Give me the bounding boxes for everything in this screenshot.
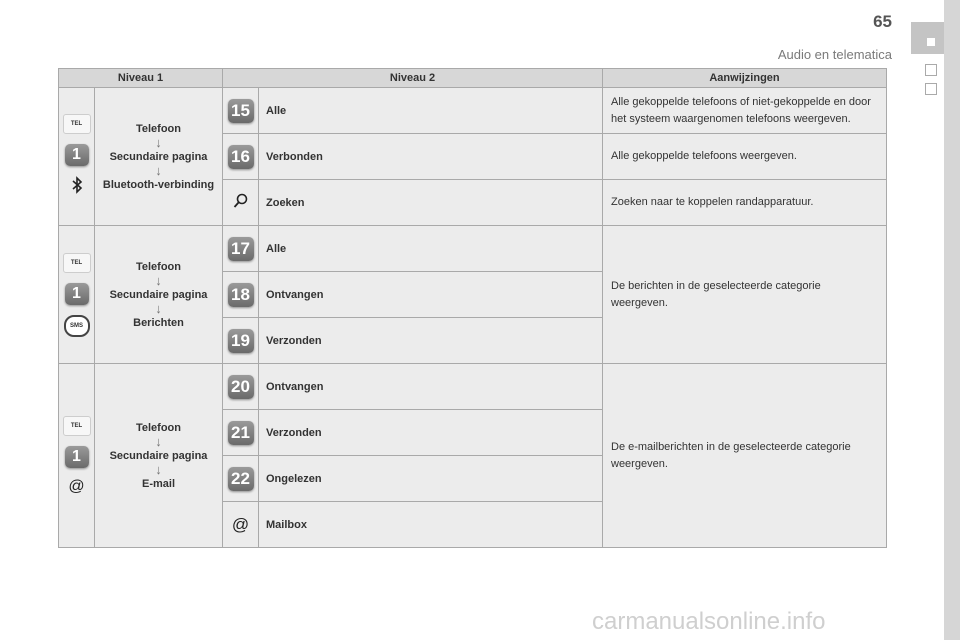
number-badge: 16 [228, 145, 254, 169]
option-label: Ontvangen [259, 272, 603, 318]
note-text: Zoeken naar te koppelen randapparatuur. [603, 180, 887, 226]
option-label: Ontvangen [259, 364, 603, 410]
table-row [59, 88, 887, 134]
option-label: Ongelezen [259, 456, 603, 502]
badge-cell [223, 318, 259, 364]
tel-icon: TEL [63, 416, 91, 436]
level1-icons [59, 364, 95, 548]
path-item: E-mail [141, 477, 175, 490]
sms-icon: SMS [64, 315, 90, 337]
number-badge: 21 [228, 421, 254, 445]
table-header-row [59, 69, 887, 88]
option-label: Alle [259, 88, 603, 134]
number-badge: 1 [65, 144, 89, 166]
badge-cell [223, 456, 259, 502]
option-label: Alle [259, 226, 603, 272]
badge-cell [223, 364, 259, 410]
level1-path [95, 88, 223, 226]
option-label: Zoeken [259, 180, 603, 226]
number-badge: 1 [65, 446, 89, 468]
menu-table [58, 68, 887, 548]
tel-icon: TEL [63, 114, 91, 134]
path-item: Telefoon [135, 260, 181, 273]
header-level2: Niveau 2 [223, 69, 603, 88]
number-badge: 15 [228, 99, 254, 123]
bluetooth-icon [71, 176, 83, 199]
side-bar [944, 0, 960, 640]
number-badge: 20 [228, 375, 254, 399]
note-text: De e-mailberichten in de geselecteerde categorie weergeven. [603, 364, 887, 548]
option-label: Mailbox [259, 502, 603, 548]
down-arrow-icon: ↓ [155, 134, 162, 150]
option-label: Verzonden [259, 410, 603, 456]
note-text: Alle gekoppelde telefoons of niet-gekoppelde en door het systeem waargenomen telefoons weergeven. [603, 88, 887, 134]
badge-cell [223, 272, 259, 318]
note-text: De berichten in de geselecteerde categorie weergeven. [603, 226, 887, 364]
badge-cell [223, 180, 259, 226]
badge-cell [223, 502, 259, 548]
section-title: Audio en telematica [777, 47, 892, 62]
page-number: 65 [873, 12, 892, 31]
path-item: Bluetooth-verbinding [102, 178, 215, 191]
number-badge: 22 [228, 467, 254, 491]
at-sign-icon: @ [231, 514, 250, 534]
chapter-box [925, 83, 937, 95]
down-arrow-icon: ↓ [155, 433, 162, 449]
option-label: Verbonden [259, 134, 603, 180]
badge-cell [223, 134, 259, 180]
header-notes: Aanwijzingen [603, 69, 887, 88]
table-row [59, 226, 887, 272]
number-badge: 1 [65, 283, 89, 305]
number-badge: 18 [228, 283, 254, 307]
chapter-tab [911, 22, 944, 54]
level1-path [95, 364, 223, 548]
at-sign-icon: @ [68, 477, 85, 495]
number-badge: 17 [228, 237, 254, 261]
path-item: Telefoon [135, 421, 181, 434]
header-level1: Niveau 1 [59, 69, 223, 88]
badge-cell [223, 226, 259, 272]
path-item: Secundaire pagina [109, 288, 208, 301]
watermark: carmanualsonline.info [592, 608, 826, 635]
path-item: Secundaire pagina [109, 150, 208, 163]
table-row [59, 364, 887, 410]
down-arrow-icon: ↓ [155, 300, 162, 316]
level1-icons [59, 88, 95, 226]
tel-icon: TEL [63, 253, 91, 273]
down-arrow-icon: ↓ [155, 461, 162, 477]
path-item: Telefoon [135, 122, 181, 135]
path-item: Secundaire pagina [109, 449, 208, 462]
search-icon [223, 193, 258, 213]
chapter-tab-marker [927, 38, 935, 46]
path-item: Berichten [133, 316, 184, 329]
option-label: Verzonden [259, 318, 603, 364]
chapter-box [925, 64, 937, 76]
badge-cell [223, 88, 259, 134]
note-text: Alle gekoppelde telefoons weergeven. [603, 134, 887, 180]
down-arrow-icon: ↓ [155, 162, 162, 178]
level1-path [95, 226, 223, 364]
down-arrow-icon: ↓ [155, 272, 162, 288]
level1-icons [59, 226, 95, 364]
badge-cell [223, 410, 259, 456]
number-badge: 19 [228, 329, 254, 353]
